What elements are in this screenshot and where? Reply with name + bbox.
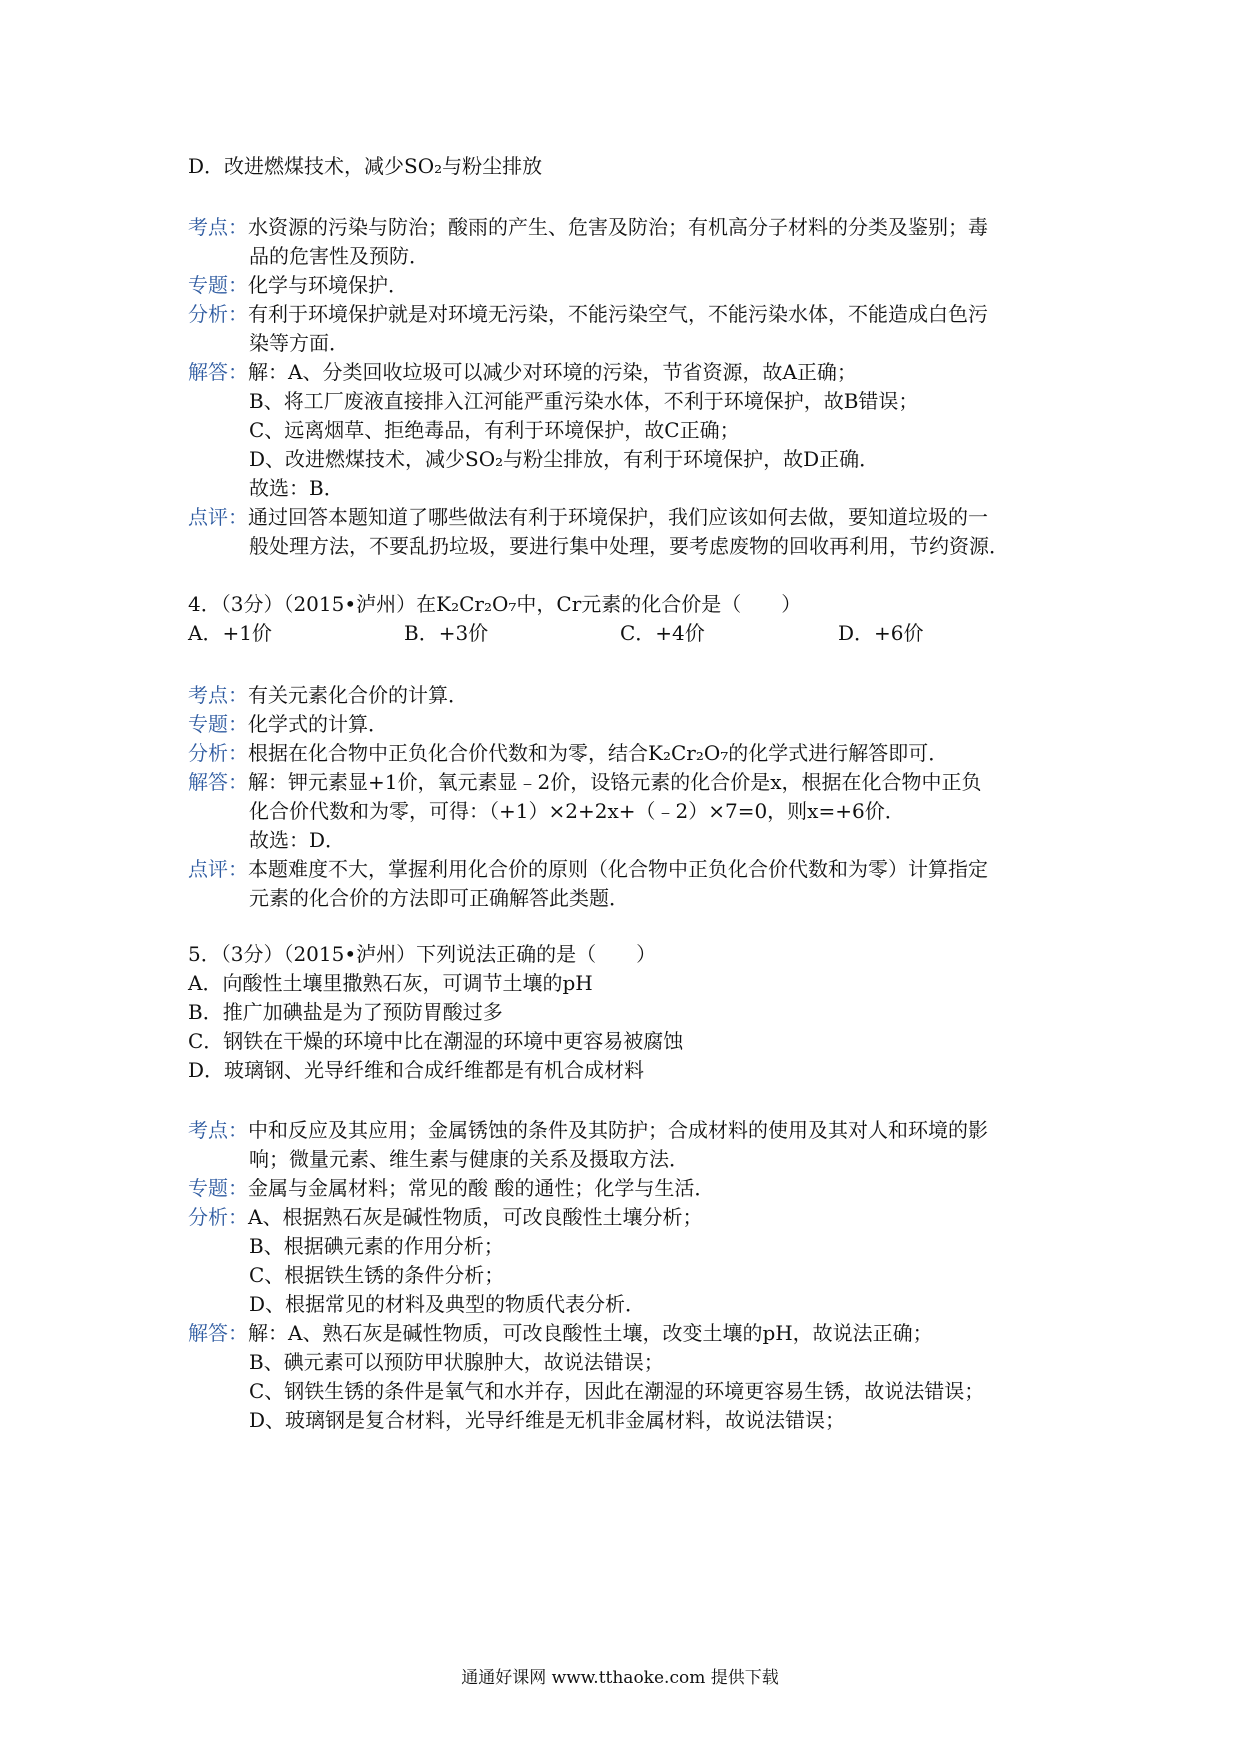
q4-dianping-cont: 元素的化合价的方法即可正确解答此类题． [249,886,629,910]
q3-jieda-c: C、远离烟草、拒绝毒品，有利于环境保护，故C正确； [249,418,740,442]
q4-dianping: 点评：本题难度不大，掌握利用化合价的原则（化合物中正负化合价代数和为零）计算指定 [188,857,988,881]
q5-option-c: C．钢铁在干燥的环境中比在潮湿的环境中更容易被腐蚀 [188,1029,684,1053]
q3-kaodian: 考点：水资源的污染与防治；酸雨的产生、危害及防治；有机高分子材料的分类及鉴别；毒 [188,215,988,239]
q5-stem: 5．（3分）（2015•泸州）下列说法正确的是（ ） [188,942,657,966]
q4-choice-c: C．+4价 [620,621,705,645]
q5-zhuanti: 专题：金属与金属材料；常见的酸 酸的通性；化学与生活． [188,1176,715,1200]
q4-stem: 4．（3分）（2015•泸州）在K₂Cr₂O₇中，Cr元素的化合价是（ ） [188,592,802,616]
q3-answer: 故选：B． [249,476,344,500]
q4-kaodian: 考点：有关元素化合价的计算． [188,683,468,707]
q3-jieda-d: D、改进燃煤技术，减少SO₂与粉尘排放，有利于环境保护，故D正确． [249,447,880,471]
label-kaodian: 考点： [188,215,248,239]
q3-jieda-b: B、将工厂废液直接排入江河能严重污染水体，不利于环境保护，故B错误； [249,389,919,413]
q3-jieda: 解答：解：A、分类回收垃圾可以减少对环境的污染，节省资源，故A正确； [188,360,857,384]
q4-choice-b: B．+3价 [404,621,489,645]
label-zhuanti: 专题： [188,273,248,297]
label-jieda: 解答： [188,770,248,794]
q5-fenxi-b: B、根据碘元素的作用分析； [249,1234,504,1258]
q5-option-d: D．玻璃钢、光导纤维和合成纤维都是有机合成材料 [188,1058,645,1082]
q5-jieda-d: D、玻璃钢是复合材料，光导纤维是无机非金属材料，故说法错误； [249,1408,846,1432]
q4-jieda: 解答：解：钾元素显+1价，氧元素显﹣2价，设铬元素的化合价是x，根据在化合物中正负 [188,770,982,794]
label-fenxi: 分析： [188,741,248,765]
q3-dianping-cont: 般处理方法，不要乱扔垃圾，要进行集中处理，要考虑废物的回收再利用，节约资源． [249,534,1009,558]
q3-dianping: 点评：通过回答本题知道了哪些做法有利于环境保护，我们应该如何去做，要知道垃圾的一 [188,505,988,529]
q3-fenxi-cont: 染等方面． [249,331,349,355]
q5-fenxi-d: D、根据常见的材料及典型的物质代表分析． [249,1292,646,1316]
q3-zhuanti: 专题：化学与环境保护． [188,273,408,297]
label-zhuanti: 专题： [188,1176,248,1200]
label-fenxi: 分析： [188,1205,248,1229]
q4-fenxi: 分析：根据在化合物中正负化合价代数和为零，结合K₂Cr₂O₇的化学式进行解答即可． [188,741,949,765]
q3-fenxi: 分析：有利于环境保护就是对环境无污染，不能污染空气，不能污染水体，不能造成白色污 [188,302,988,326]
label-jieda: 解答： [188,1321,248,1345]
q5-jieda-c: C、钢铁生锈的条件是氧气和水并存，因此在潮湿的环境更容易生锈，故说法错误； [249,1379,985,1403]
q4-jieda-cont: 化合价代数和为零，可得：（+1）×2+2x+（﹣2）×7=0，则x=+6价． [249,799,905,823]
q4-zhuanti: 专题：化学式的计算． [188,712,388,736]
q5-jieda-b: B、碘元素可以预防甲状腺肿大，故说法错误； [249,1350,664,1374]
q5-fenxi: 分析：A、根据熟石灰是碱性物质，可改良酸性土壤分析； [188,1205,703,1229]
q5-option-a: A．向酸性土壤里撒熟石灰，可调节土壤的pH [188,971,593,995]
q3-kaodian-cont: 品的危害性及预防． [249,244,429,268]
q5-jieda: 解答：解：A、熟石灰是碱性物质，可改良酸性土壤，改变土壤的pH，故说法正确； [188,1321,933,1345]
q3-option-d: D．改进燃煤技术，减少SO₂与粉尘排放 [188,154,543,178]
q5-fenxi-c: C、根据铁生锈的条件分析； [249,1263,505,1287]
q5-kaodian-cont: 响；微量元素、维生素与健康的关系及摄取方法． [249,1147,689,1171]
label-dianping: 点评： [188,857,248,881]
label-kaodian: 考点： [188,1118,248,1142]
q4-answer: 故选：D． [249,828,346,852]
label-fenxi: 分析： [188,302,248,326]
label-kaodian: 考点： [188,683,248,707]
q4-choice-a: A．+1价 [188,621,272,645]
label-dianping: 点评： [188,505,248,529]
label-jieda: 解答： [188,360,248,384]
label-zhuanti: 专题： [188,712,248,736]
q4-choice-d: D．+6价 [838,621,924,645]
q5-option-b: B．推广加碘盐是为了预防胃酸过多 [188,1000,503,1024]
q5-kaodian: 考点：中和反应及其应用；金属锈蚀的条件及其防护；合成材料的使用及其对人和环境的影 [188,1118,988,1142]
page-footer: 通通好课网 www.tthaoke.com 提供下载 [461,1668,779,1688]
